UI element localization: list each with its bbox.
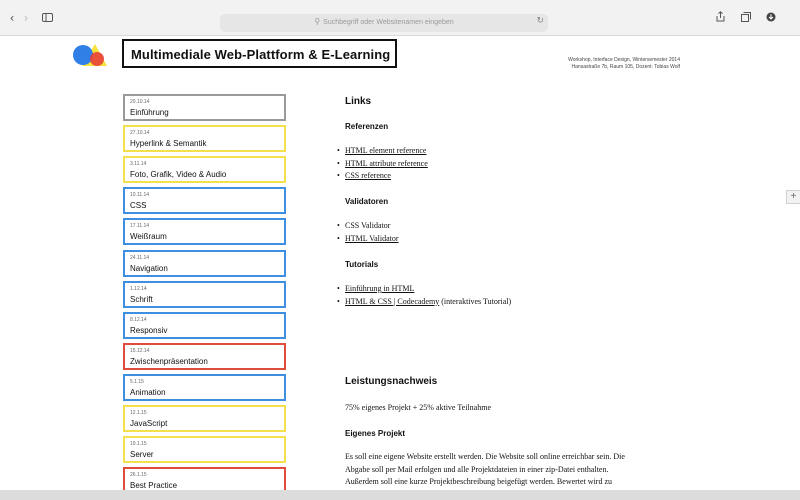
list-item xyxy=(335,233,399,246)
lesson-date: 10.11.14 xyxy=(130,192,150,199)
lesson-card[interactable] xyxy=(123,281,286,308)
forward-icon[interactable]: › xyxy=(23,11,29,25)
lesson-date: 24.11.14 xyxy=(130,254,150,261)
paragraph-line: Außerdem soll eine kurze Projektbeschreibung beigefügt werden. Bewertet wird zu xyxy=(345,477,613,486)
reload-icon[interactable]: ↻ xyxy=(536,16,544,26)
list-item xyxy=(335,296,511,309)
css-validator-link[interactable]: CSS Validator xyxy=(345,221,391,230)
horizontal-scrollbar[interactable] xyxy=(0,490,800,500)
search-icon: ⚲ xyxy=(314,17,321,26)
browser-toolbar xyxy=(0,0,800,36)
tutorials-heading: Tutorials xyxy=(345,260,379,269)
list-item xyxy=(335,220,399,233)
lesson-card[interactable] xyxy=(123,250,286,277)
lesson-title: Hyperlink & Semantik xyxy=(130,139,207,149)
html-element-reference-link[interactable]: HTML element reference xyxy=(345,146,427,155)
lesson-title: Best Practice xyxy=(130,481,178,491)
references-heading: Referenzen xyxy=(345,122,389,131)
lesson-title: Foto, Grafik, Video & Audio xyxy=(130,170,227,180)
lesson-title: Schrift xyxy=(130,294,153,304)
site-title-box[interactable] xyxy=(122,39,397,68)
lesson-card[interactable] xyxy=(123,436,286,463)
lesson-card[interactable] xyxy=(123,374,286,401)
lesson-title: Navigation xyxy=(130,263,168,273)
codecademy-link[interactable]: HTML & CSS | Codecademy xyxy=(345,296,440,306)
lesson-title: Server xyxy=(130,450,154,460)
project-description xyxy=(345,451,625,489)
html-validator-link[interactable]: HTML Validator xyxy=(345,233,399,243)
project-heading: Eigenes Projekt xyxy=(345,429,406,438)
lesson-date: 8.12.14 xyxy=(130,316,147,323)
lesson-date: 20.10.14 xyxy=(130,99,150,105)
lesson-date: 26.1.15 xyxy=(130,472,147,479)
back-icon[interactable]: ‹ xyxy=(9,11,15,25)
lesson-title: Animation xyxy=(130,387,166,397)
lesson-title: Zwischenpräsentation xyxy=(130,356,208,366)
html-attribute-reference-link[interactable]: HTML attribute reference xyxy=(345,158,428,168)
lesson-card[interactable] xyxy=(123,405,286,432)
links-heading: Links xyxy=(345,96,372,107)
lesson-title: JavaScript xyxy=(130,419,168,428)
share-icon[interactable] xyxy=(713,11,727,25)
address-placeholder: Suchbegriff oder Websitenamen eingeben xyxy=(323,19,454,26)
lesson-title: CSS xyxy=(130,201,147,211)
lesson-card[interactable] xyxy=(123,94,286,121)
lesson-card[interactable] xyxy=(123,156,286,183)
lesson-date: 3.11.14 xyxy=(130,161,147,168)
course-meta-line: Hansastraße 7b, Raum 105, Dozent: Tobias Wolf xyxy=(571,64,680,70)
list-item xyxy=(335,158,428,171)
sidebar-expand-button[interactable]: + xyxy=(786,190,800,204)
lesson-date: 17.11.14 xyxy=(130,223,150,230)
course-meta-line: Workshop, Interface Design, Wintersemester 2014 xyxy=(568,57,680,63)
references-list xyxy=(335,145,428,183)
grading-heading: Leistungsnachweis xyxy=(345,376,438,387)
site-title: Multimediale Web-Plattform & E-Learning xyxy=(131,47,391,62)
lesson-card[interactable] xyxy=(123,187,286,214)
paragraph-line: Es soll eine eigene Website erstellt werden. Die Website soll online erreichbar sein. Die xyxy=(345,452,625,461)
lesson-card[interactable] xyxy=(123,343,286,370)
lesson-card[interactable] xyxy=(123,125,286,152)
lesson-date: 12.1.15 xyxy=(130,410,147,416)
logo-blue-circle xyxy=(73,45,93,65)
lesson-title: Einführung xyxy=(130,108,169,117)
paragraph-line: Abgabe soll per Mail erfolgen und alle Projektdateien in einer zip-Datei enthalten. xyxy=(345,464,609,474)
lesson-date: 15.12.14 xyxy=(130,347,150,354)
lesson-date: 19.1.15 xyxy=(130,441,147,448)
logo-red-circle xyxy=(90,52,104,66)
list-item xyxy=(335,283,511,296)
lesson-date: 1.12.14 xyxy=(130,285,147,292)
tabs-icon[interactable] xyxy=(739,11,753,25)
lesson-date: 5.1.15 xyxy=(130,378,144,385)
css-reference-link[interactable]: CSS reference xyxy=(345,171,391,180)
download-icon[interactable] xyxy=(764,11,778,25)
tutorials-list xyxy=(335,283,511,308)
tutorial-note: (interaktives Tutorial) xyxy=(439,296,512,306)
lesson-date: 27.10.14 xyxy=(130,130,150,137)
lesson-card[interactable] xyxy=(123,312,286,339)
site-logo xyxy=(72,42,108,68)
lesson-card[interactable] xyxy=(123,218,286,245)
list-item xyxy=(335,170,428,183)
lesson-title: Responsiv xyxy=(130,325,168,335)
html-intro-link[interactable]: Einführung in HTML xyxy=(345,284,415,293)
list-item xyxy=(335,145,428,158)
address-bar[interactable] xyxy=(220,14,548,32)
grading-text xyxy=(345,402,491,415)
validators-list xyxy=(335,220,399,245)
grading-text-line: 75% eigenes Projekt + 25% aktive Teilnahme xyxy=(345,403,491,412)
validators-heading: Validatoren xyxy=(345,197,389,206)
lesson-title: Weißraum xyxy=(130,232,167,242)
course-meta xyxy=(568,57,680,71)
sidebar-toggle-icon[interactable] xyxy=(40,11,54,25)
